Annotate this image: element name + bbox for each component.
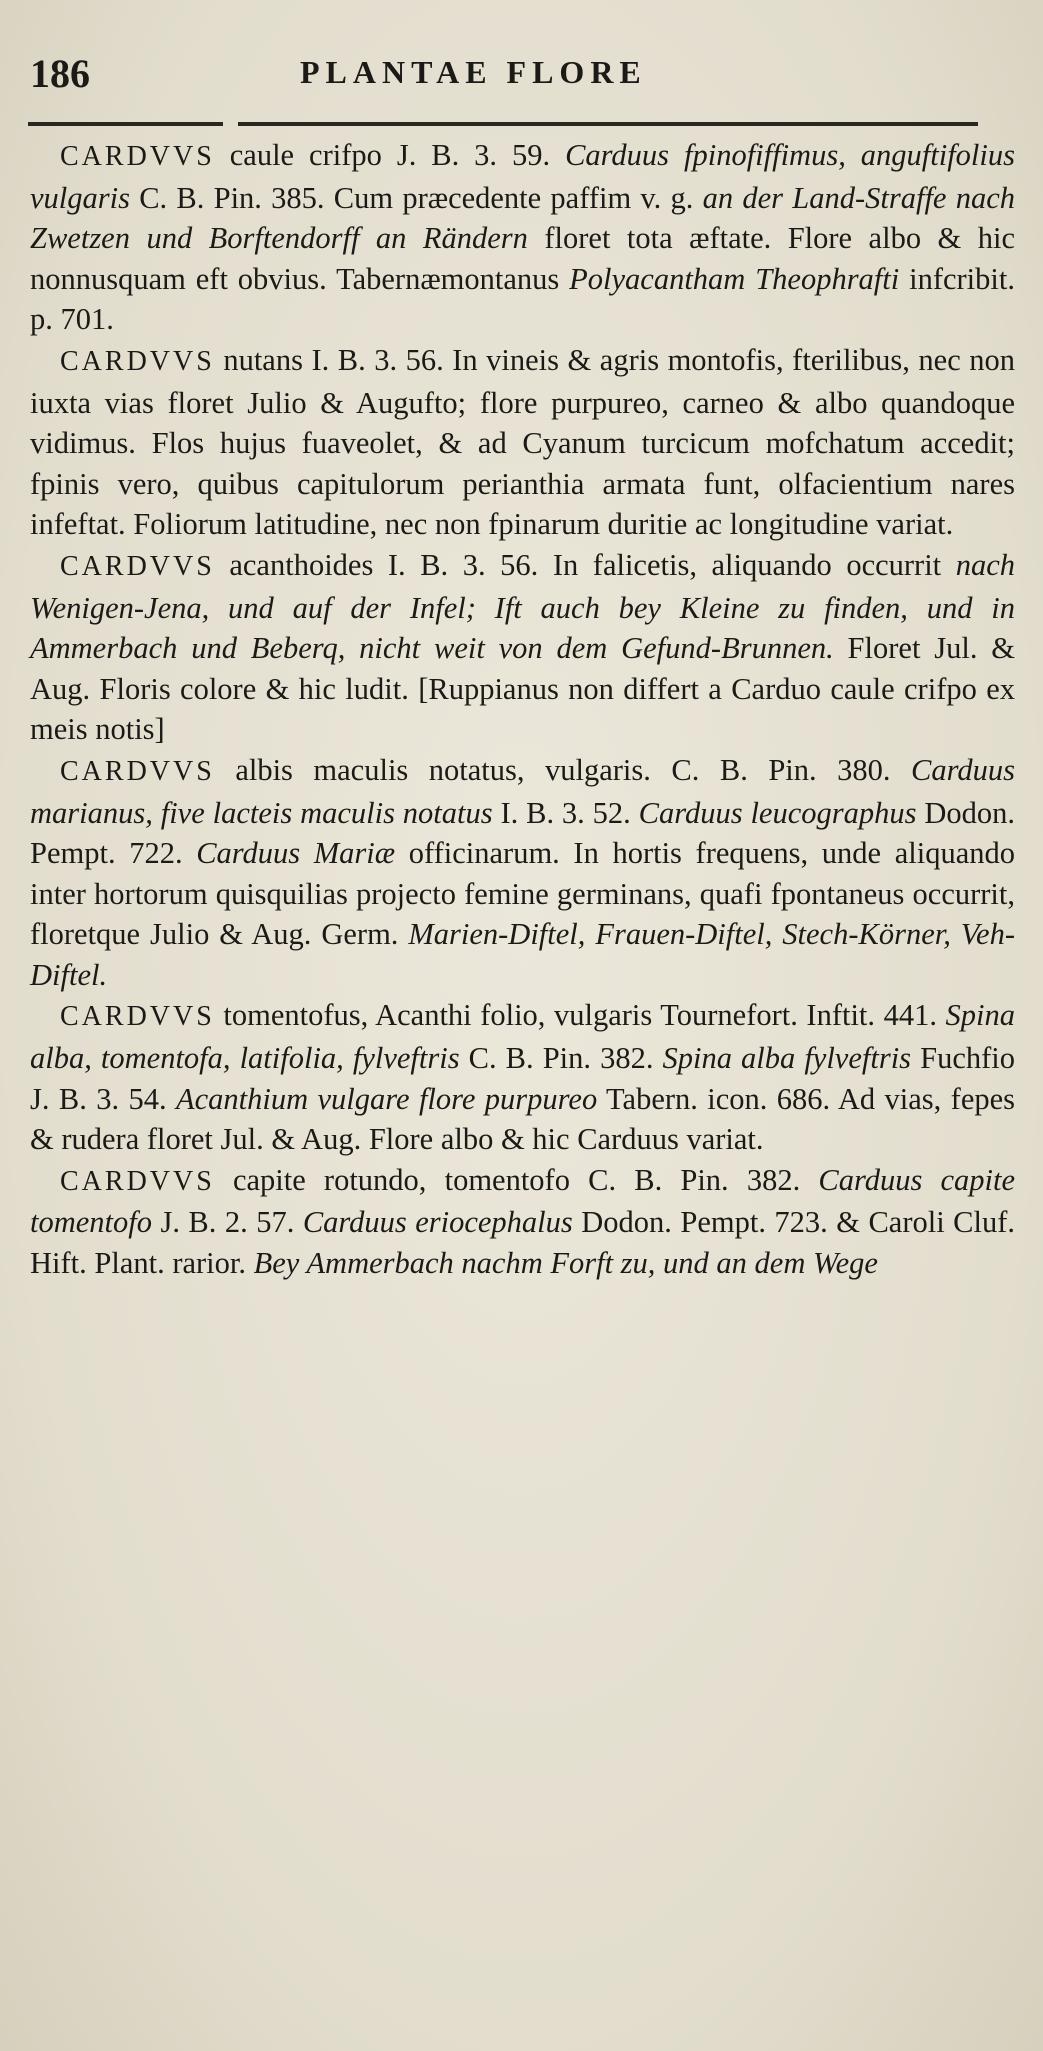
entry-italic: Polyacantham Theophrafti	[569, 261, 900, 296]
entry-italic: Carduus leucographus	[638, 795, 917, 830]
header-rule-right	[238, 122, 978, 126]
genus-name: CARDVVS	[60, 1001, 215, 1033]
header-rule-left	[28, 122, 223, 126]
page-header	[30, 50, 1003, 110]
entry-carduus-caule-crispo	[30, 135, 1015, 340]
entry-text: capite rotundo, tomentofo C. B. Pin. 382.	[214, 1162, 819, 1197]
genus-name: CARDVVS	[60, 141, 215, 172]
entry-text: tomentofus, Acanthi folio, vulgaris Tournefort. Inftit. 441.	[214, 998, 946, 1033]
entry-text: floret tota æftate. Flore albo & hic nonnusquam eft obvius. Tabernæmontanus	[30, 221, 1015, 296]
entry-italic: an der Land-Straffe nach Zwetzen und Borftendorff an Rändern	[30, 180, 1015, 256]
entry-italic: Carduus eriocephalus	[302, 1205, 573, 1240]
entry-carduus-tomentosus	[30, 995, 1015, 1159]
entry-italic: Carduus marianus, five lacteis maculis notatus	[30, 752, 1015, 830]
entry-carduus-marianus	[30, 750, 1015, 996]
entry-carduus-acanthoides	[30, 545, 1015, 750]
entry-text: Dodon. Pempt. 722.	[30, 795, 1016, 871]
entry-text: Dodon. Pempt. 723. & Caroli Cluf. Hift. Plant. rarior.	[30, 1205, 1015, 1281]
entry-text: Floret Jul. & Aug. Floris colore & hic ludit. [Ruppianus non differt a Carduo caule crifpo ex meis notis]	[30, 631, 1016, 747]
entry-italic: Carduus Mariæ	[196, 836, 396, 871]
entry-text: Tabern. icon. 686. Ad vias, fepes & rudera floret Jul. & Aug. Flore albo & hic Carduus variat.	[30, 1081, 1016, 1157]
entry-italic: Marien-Diftel, Frauen-Diftel, Stech-Körner, Veh-Diftel.	[30, 917, 1015, 992]
entry-text: Fuchfio J. B. 3. 54.	[30, 1041, 1015, 1116]
entry-text: C. B. Pin. 382.	[459, 1041, 663, 1076]
body-text	[30, 135, 1015, 1284]
running-head: PLANTAE FLORE	[300, 54, 647, 90]
entry-text: J. B. 2. 57.	[152, 1205, 303, 1240]
entry-text: I. B. 3. 52.	[492, 795, 639, 830]
entry-text: nutans I. B. 3. 56. In vineis & agris montofis, fterilibus, nec non iuxta vias floret Julio & Augufto; flore purpureo, carneo & albo quandoque vidimus. Flos hujus fuaveolet, & ad Cyanum turcicum mofchatum accedit; fpinis vero, quibus capitulorum perianthia armata funt, olfacientium nares infeftat. Foliorum latitudine, nec non fpinarum duritie ac longitudine variat.	[30, 342, 1015, 542]
page-number: 186	[30, 51, 90, 96]
genus-name: CARDVVS	[60, 550, 215, 582]
entry-text: officinarum. In hortis frequens, unde aliquando inter hortorum quisquilias projecto femine germinans, quafi fpontaneus occurrit, floretque Julio & Aug. Germ.	[30, 836, 1015, 952]
entry-carduus-nutans	[30, 340, 1015, 545]
entry-italic: Spina alba, tomentofa, latifolia, fylveftris	[30, 998, 1015, 1076]
entry-italic: Spina alba fylveftris	[662, 1041, 912, 1076]
entry-text: C. B. Pin. 385. Cum præcedente paffim v. g.	[129, 180, 703, 215]
entry-italic: nach Wenigen-Jena, und auf der Infel; Ift auch bey Kleine zu finden, und in Ammerbach und Beberq, nicht weit von dem Gefund-Brunnen.	[30, 547, 1015, 666]
entry-text: caule crifpo J. B. 3. 59.	[214, 138, 566, 172]
entry-italic: Bey Ammerbach nachm Forft zu, und an dem Wege	[253, 1246, 878, 1281]
entry-italic: Carduus capite tomentofo	[30, 1162, 1015, 1240]
entry-italic: Carduus fpinofiffimus, anguftifolius vulgaris	[30, 138, 1015, 215]
entry-italic: Acanthium vulgare flore purpureo	[176, 1081, 598, 1116]
entry-text: acanthoides I. B. 3. 56. In falicetis, aliquando occurrit	[214, 547, 956, 582]
entry-text: albis maculis notatus, vulgaris. C. B. Pin. 380.	[214, 752, 912, 787]
genus-name: CARDVVS	[60, 345, 215, 377]
entry-text: infcribit. p. 701.	[30, 261, 1015, 337]
entry-carduus-capite-rotundo	[30, 1160, 1015, 1284]
genus-name: CARDVVS	[60, 1165, 215, 1197]
genus-name: CARDVVS	[60, 755, 215, 787]
